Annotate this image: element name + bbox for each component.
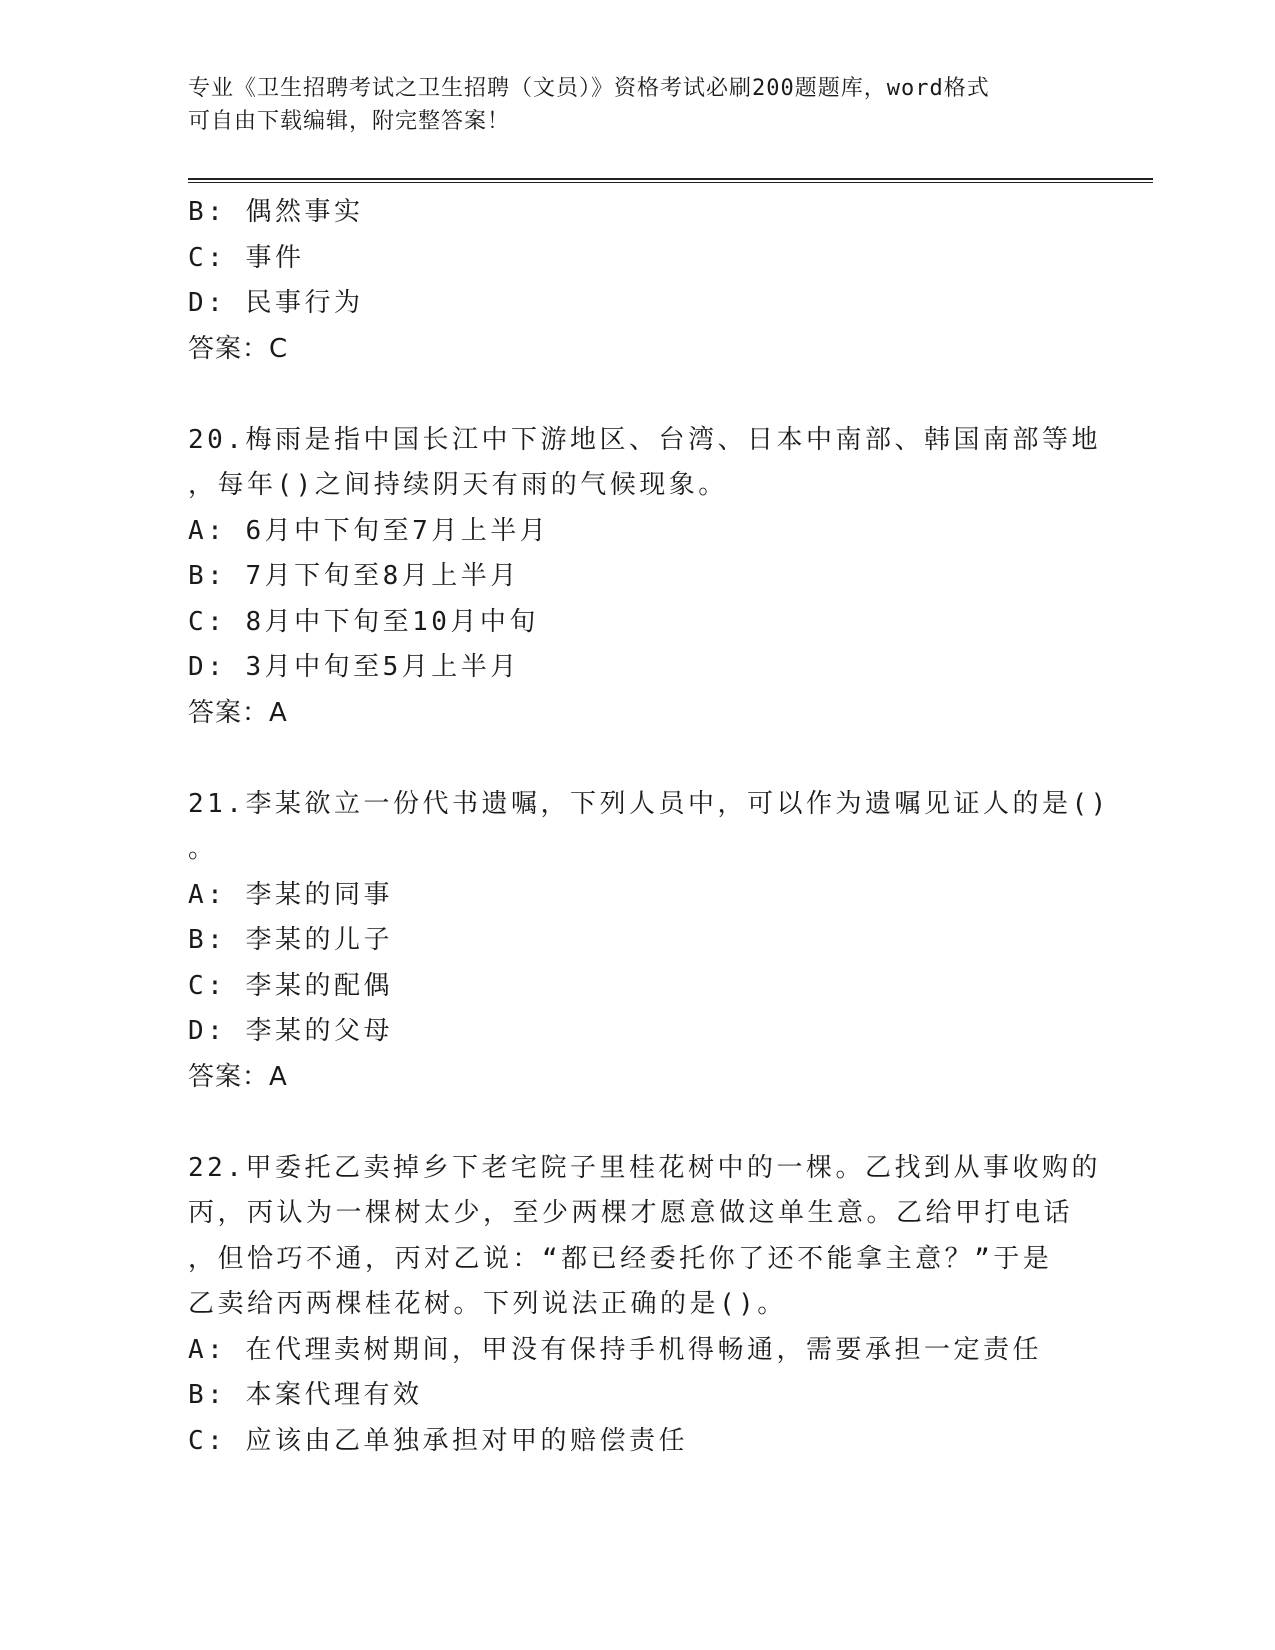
option-d: D: 3月中旬至5月上半月 (188, 652, 520, 682)
header-divider (188, 178, 1153, 183)
option-b: B: 李某的儿子 (188, 925, 393, 955)
option-b: B: 本案代理有效 (188, 1380, 423, 1410)
question-20 (188, 418, 1101, 737)
page-header (188, 72, 1088, 138)
header-line-2: 可自由下载编辑，附完整答案！ (188, 109, 511, 134)
question-stem: 20.梅雨是指中国长江中下游地区、台湾、日本中南部、韩国南部等地 (188, 424, 1101, 455)
question-stem: 。 (188, 834, 218, 864)
question-stem: 丙，丙认为一棵树太少，至少两棵才愿意做这单生意。乙给甲打电话 (188, 1198, 1074, 1228)
question-19-tail (188, 190, 1088, 372)
question-stem: 21.李某欲立一份代书遗嘱，下列人员中，可以作为遗嘱见证人的是() (188, 788, 1110, 819)
option-c: C: 李某的配偶 (188, 970, 393, 1001)
question-stem: ，每年()之间持续阴天有雨的气候现象。 (188, 470, 728, 500)
spacer (188, 736, 1088, 782)
option-c: C: 应该由乙单独承担对甲的赔偿责任 (188, 1425, 688, 1456)
option-a: A: 李某的同事 (188, 879, 393, 910)
option-d: D: 民事行为 (188, 288, 364, 318)
answer-line: 答案：C (188, 333, 289, 364)
option-a: A: 在代理卖树期间，甲没有保持手机得畅通，需要承担一定责任 (188, 1334, 1042, 1365)
option-d: D: 李某的父母 (188, 1016, 393, 1046)
question-22 (188, 1146, 1101, 1465)
spacer (188, 1100, 1088, 1146)
option-c: C: 8月中下旬至10月中旬 (188, 606, 539, 637)
question-21 (188, 782, 1110, 1101)
question-content (188, 190, 1110, 1464)
option-c: C: 事件 (188, 242, 305, 273)
header-line-1: 专业《卫生招聘考试之卫生招聘（文员）》资格考试必刷200题题库，word格式 (188, 76, 990, 101)
answer-line: 答案：A (188, 697, 288, 728)
question-stem: 22.甲委托乙卖掉乡下老宅院子里桂花树中的一棵。乙找到从事收购的 (188, 1152, 1101, 1183)
question-stem: 乙卖给丙两棵桂花树。下列说法正确的是()。 (188, 1289, 787, 1319)
spacer (188, 372, 1088, 418)
question-stem: ，但恰巧不通，丙对乙说：“都已经委托你了还不能拿主意？”于是 (188, 1243, 1053, 1274)
answer-line: 答案：A (188, 1061, 288, 1092)
option-a: A: 6月中下旬至7月上半月 (188, 515, 550, 546)
option-b: B: 偶然事实 (188, 197, 364, 227)
option-b: B: 7月下旬至8月上半月 (188, 561, 520, 591)
